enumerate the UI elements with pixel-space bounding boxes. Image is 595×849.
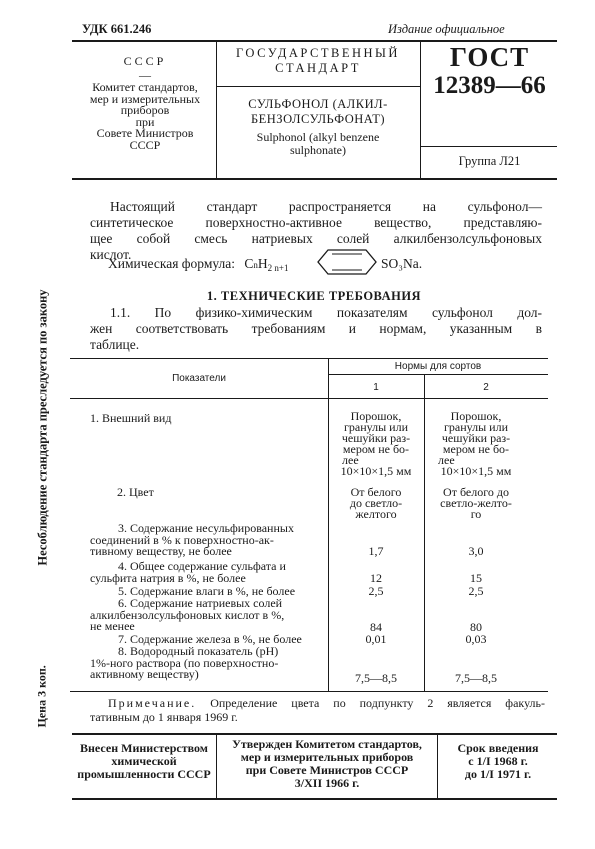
iron-sort-1: 0,01	[365, 632, 387, 646]
column-header-sort-2: 2	[483, 382, 489, 393]
approved-by: Утвержден Комитетом стандартов, мер и измерительных приборов при Совете Министров СССР 3/XII 1966 г.	[232, 737, 422, 790]
formula-sulfonate-group: SO₃Na.	[381, 256, 423, 271]
table-row-iron: 7. Содержание железа в %, не более	[118, 632, 302, 646]
color-sort-1: От белого до светло- желтого	[349, 485, 403, 521]
price-label: Цена 3 коп.	[34, 665, 49, 728]
udk-code: УДК 661.246	[82, 22, 152, 36]
chemical-formula: Химическая формула: CnH$_{2 n+1}$	[108, 256, 289, 273]
product-name-ru: СУЛЬФОНОЛ (АЛКИЛ- БЕНЗОЛСУЛЬФОНАТ)	[248, 97, 388, 126]
moisture-sort-1: 2,5	[368, 584, 384, 598]
column-header-indicators: Показатели	[172, 373, 226, 384]
iron-sort-2: 0,03	[465, 632, 487, 646]
ph-sort-1: 7,5—8,5	[355, 671, 397, 685]
side-legal-note: Несоблюдение стандарта преследуется по закону	[35, 289, 50, 566]
country-dash: —	[139, 68, 151, 82]
product-name-en: Sulphonol (alkyl benzene sulphonate)	[256, 130, 380, 157]
sodium-salts-sort-1: 84	[370, 620, 382, 634]
table-row-sulfate: 4. Общее содержание сульфата и сульфита натрия в %, не более	[90, 559, 286, 585]
moisture-sort-2: 2,5	[468, 584, 484, 598]
sodium-salts-sort-2: 80	[470, 620, 482, 634]
table-row-sodium-salts: 6. Содержание натриевых солей алкилбензолсульфоновых кислот в %, не менее	[90, 596, 285, 633]
section-title: 1. ТЕХНИЧЕСКИЕ ТРЕБОВАНИЯ	[206, 289, 422, 303]
table-row-unsulfonated: 3. Содержание несульфированных соединений в % к поверхностно-ак- тивному веществу, не более	[90, 521, 294, 558]
table-row-moisture: 5. Содержание влаги в %, не более	[118, 584, 296, 598]
edition-label: Издание официальное	[388, 22, 505, 36]
introduced-by: Внесен Министерством химической промышленности СССР	[77, 741, 211, 781]
unsulfonated-sort-2: 3,0	[468, 544, 484, 558]
table-note: Примечание. Определение цвета по подпункту 2 является факуль- тативным до 1 января 1969 г.	[90, 696, 545, 724]
standard-title: ГОСУДАРСТВЕННЫЙ СТАНДАРТ	[236, 46, 400, 75]
gost-label: ГОСТ	[449, 42, 530, 72]
color-sort-2: От белого до светло-желто- го	[440, 485, 512, 521]
section-paragraph: 1.1. По физико-химическим показателям сульфонол дол- жен соответствовать требованиям и нормам, указанным в таблице.	[90, 305, 542, 352]
table-row-appearance: 1. Внешний вид	[90, 411, 172, 425]
effective-period: Срок введения с 1/I 1968 г. до 1/I 1971 г.	[457, 741, 539, 781]
classification-group: Группа Л21	[458, 154, 521, 168]
appearance-sort-1: Порошок, гранулы или чешуйки раз- мером не бо- лее 10×10×1,5 мм	[340, 409, 412, 478]
table-row-ph: 8. Водородный показатель (рН) 1%-ного раствора (по поверхностно- активному веществу)	[90, 644, 279, 681]
table-row-color: 2. Цвет	[117, 485, 154, 499]
country-label: СССР	[123, 54, 167, 68]
intro-paragraph: Настоящий стандарт распространяется на сульфонол— синтетическое поверхностно-активное вещество, представляю- щее собой смесь натриевых солей алкилбензолсульфоновых кислот.	[90, 199, 542, 262]
gost-number: 12389—66	[433, 72, 546, 99]
unsulfonated-sort-1: 1,7	[368, 544, 384, 558]
sulfate-sort-2: 15	[470, 571, 482, 585]
column-header-norms: Нормы для сортов	[394, 361, 482, 372]
sulfate-sort-1: 12	[370, 571, 382, 585]
ph-sort-2: 7,5—8,5	[455, 671, 497, 685]
benzene-ring-icon	[316, 248, 378, 276]
appearance-sort-2: Порошок, гранулы или чешуйки раз- мером не бо- лее 10×10×1,5 мм	[438, 409, 512, 478]
column-header-sort-1: 1	[373, 382, 379, 393]
organization-name: Комитет стандартов, мер и измерительных приборов при Совете Министров СССР	[89, 80, 201, 152]
